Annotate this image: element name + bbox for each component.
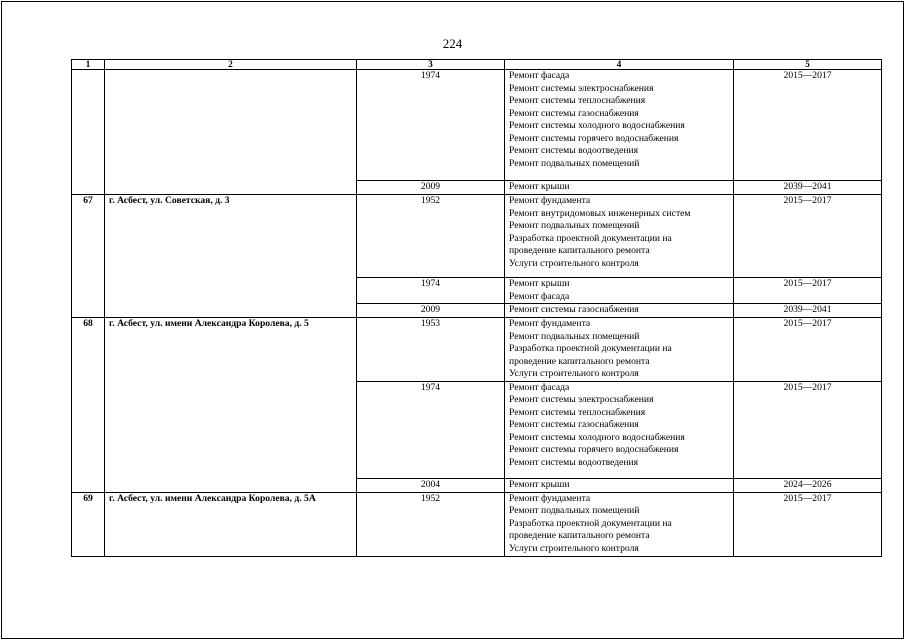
work-item: Ремонт крыши [509, 278, 570, 289]
work-item: Ремонт системы водоотведения [509, 145, 639, 156]
work-item: Ремонт системы теплоснабжения [509, 95, 646, 106]
work-item: Ремонт подвальных помещений [509, 220, 640, 231]
work-item: Ремонт системы холодного водоснабжения [509, 120, 685, 131]
period-cell: 2024—2026 [734, 478, 882, 492]
work-item: Ремонт фасада [509, 290, 570, 302]
work-item: Ремонт системы горячего водоснабжения [509, 444, 679, 455]
period-cell: 2015—2017 [734, 318, 882, 382]
address-cell: г. Асбест, ул. Советская, д. 3 [105, 195, 357, 318]
year-cell: 1952 [357, 492, 505, 556]
period-cell: 2039—2041 [734, 304, 882, 318]
work-item: проведение капитального ремонта [509, 355, 650, 367]
work-item: Ремонт фундамента [509, 195, 591, 206]
works-cell [505, 278, 734, 304]
work-item: Ремонт фундамента [509, 492, 591, 504]
work-item: Ремонт системы газоснабжения [509, 419, 639, 430]
address-cell [105, 70, 357, 195]
work-item: Ремонт системы теплоснабжения [509, 406, 646, 418]
work-item: Ремонт подвальных помещений [509, 330, 640, 342]
works-cell [505, 381, 734, 478]
work-item: Ремонт системы водоотведения [509, 456, 639, 468]
address-cell: г. Асбест, ул. имени Александра Королева, д. 5 [105, 318, 357, 493]
header-col-2: 2 [105, 60, 357, 70]
work-item: проведение капитального ремонта [509, 245, 650, 256]
work-item: Ремонт внутридомовых инженерных систем [509, 207, 691, 219]
work-item: Ремонт крыши [509, 181, 570, 192]
work-item: Разработка проектной документации на [509, 232, 672, 244]
row-number: 67 [72, 195, 105, 318]
table-row [72, 318, 882, 382]
year-cell: 1974 [357, 278, 505, 304]
period-cell: 2015—2017 [734, 381, 882, 478]
work-item: Ремонт системы электроснабжения [509, 394, 654, 405]
work-item: проведение капитального ремонта [509, 530, 650, 541]
address-cell: г. Асбест, ул. имени Александра Королева, д. 5А [105, 492, 357, 556]
period-cell: 2015—2017 [734, 70, 882, 181]
year-cell: 2004 [357, 478, 505, 492]
work-item: Ремонт подвальных помещений [509, 157, 640, 169]
period-cell: 2015—2017 [734, 492, 882, 556]
header-col-4: 4 [505, 60, 734, 70]
work-item: Ремонт фундамента [509, 318, 591, 329]
year-cell: 1952 [357, 195, 505, 278]
year-cell: 2009 [357, 304, 505, 318]
registry-table [71, 59, 882, 557]
works-cell [505, 304, 734, 318]
works-cell [505, 492, 734, 556]
table-body [72, 70, 882, 557]
works-cell [505, 195, 734, 278]
works-cell [505, 70, 734, 181]
table-row [72, 70, 882, 181]
table-row [72, 195, 882, 278]
year-cell: 2009 [357, 181, 505, 195]
work-item: Услуги строительного контроля [509, 368, 639, 379]
row-number [72, 70, 105, 195]
work-item: Ремонт подвальных помещений [509, 505, 640, 516]
page-number: 224 [442, 36, 463, 51]
works-cell [505, 318, 734, 382]
work-item: Ремонт системы электроснабжения [509, 82, 654, 94]
work-item: Ремонт фасада [509, 381, 570, 393]
table-row [72, 492, 882, 556]
work-item: Ремонт фасада [509, 70, 570, 81]
work-item: Ремонт крыши [509, 478, 570, 490]
work-item: Услуги строительного контроля [509, 542, 639, 554]
header-col-3: 3 [357, 60, 505, 70]
header-col-1: 1 [72, 60, 105, 70]
row-number: 68 [72, 318, 105, 493]
works-cell [505, 181, 734, 195]
year-cell: 1974 [357, 70, 505, 181]
year-cell: 1953 [357, 318, 505, 382]
period-cell: 2039—2041 [734, 181, 882, 195]
work-item: Ремонт системы холодного водоснабжения [509, 431, 685, 443]
period-cell: 2015—2017 [734, 278, 882, 304]
work-item: Разработка проектной документации на [509, 517, 672, 529]
work-item: Ремонт системы газоснабжения [509, 304, 639, 315]
works-cell [505, 478, 734, 492]
work-item: Ремонт системы газоснабжения [509, 107, 639, 119]
row-number: 69 [72, 492, 105, 556]
period-cell: 2015—2017 [734, 195, 882, 278]
header-row [72, 60, 882, 70]
work-item: Разработка проектной документации на [509, 343, 672, 354]
year-cell: 1974 [357, 381, 505, 478]
work-item: Ремонт системы горячего водоснабжения [509, 132, 679, 144]
work-item: Услуги строительного контроля [509, 257, 639, 269]
header-col-5: 5 [734, 60, 882, 70]
